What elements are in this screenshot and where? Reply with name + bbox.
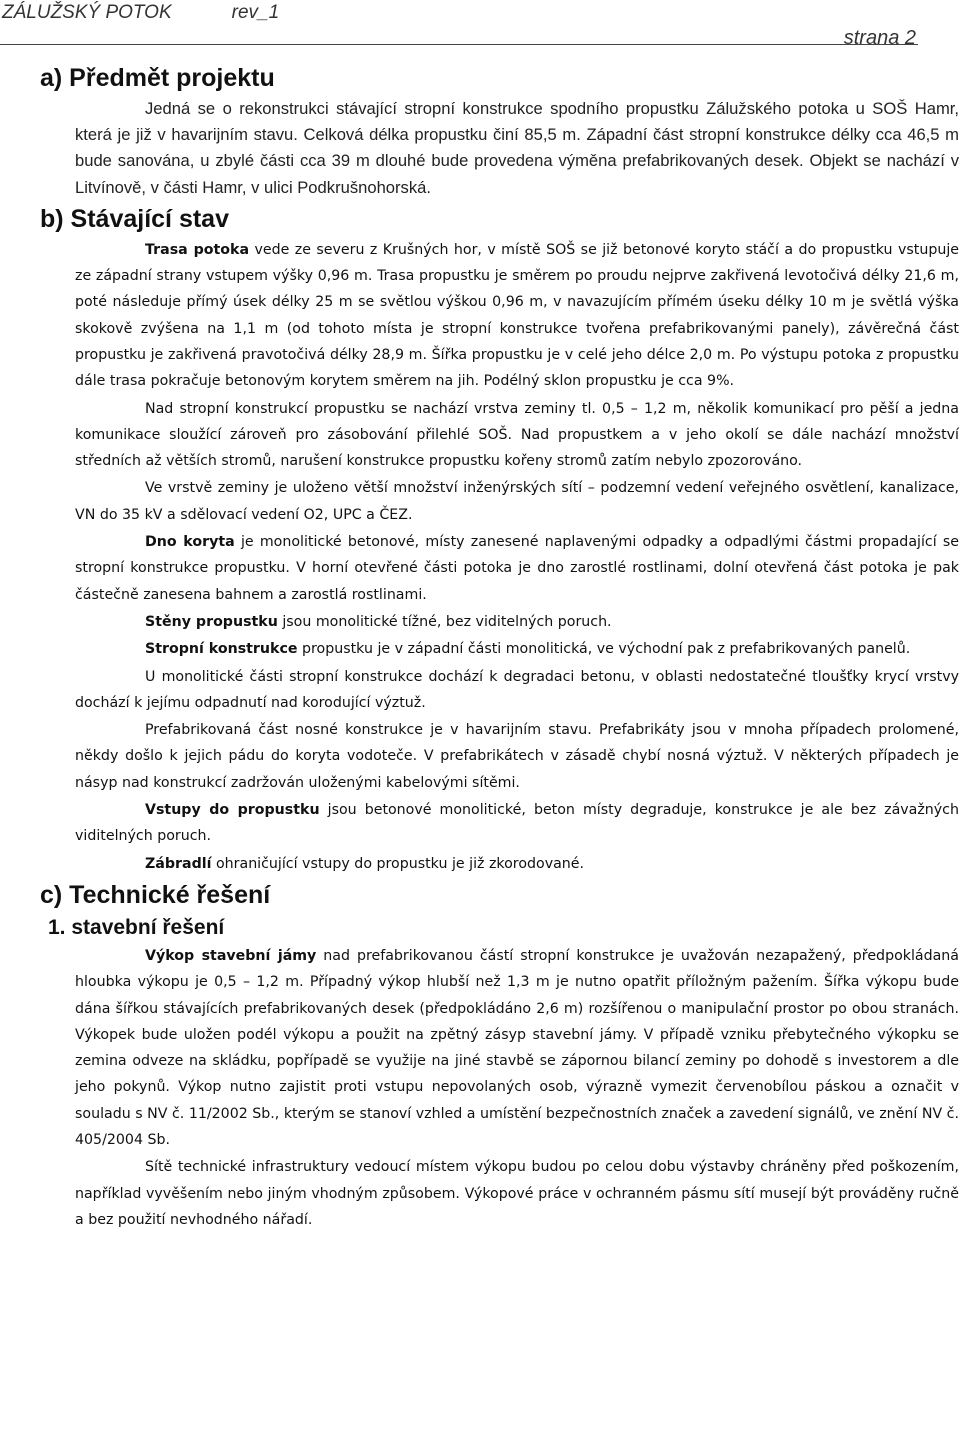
page-number: strana 2 [843,27,916,49]
term-vstupy: Vstupy do propustku [145,802,320,819]
section-c-heading: c) Technické řešení [40,880,271,909]
section-a-body [0,96,960,201]
section-a-paragraph: Jedná se o rekonstrukci stávající stropní konstrukce spodního propustku Zálužského potoka u SOŠ Hamr, která je již v havarijním stavu. Celková délka propustku činí 85,5 m. Západní část stropní konstrukce délky cca 46,5 m bude sanována, u zbylé části cca 39 m dlouhé bude provedena výměna prefabrikovaných desek. Objekt se nachází v Litvínově, v části Hamr, v ulici Podkrušnohorská. [75,99,959,197]
paragraph-site-infrastruktury: Sítě technické infrastruktury vedoucí místem výkopu budou po celou dobu výstavby chráněny před poškozením, například vyvěšením nebo jiným vhodným způsobem. Výkopové práce v ochranném pásmu sítí musejí být prováděny ručně a bez použití nevhodného nářadí. [75,1159,959,1228]
paragraph-prefabrikovana-cast: Prefabrikovaná část nosné konstrukce je v havarijním stavu. Prefabrikáty jsou v mnoha případech prolomené, někdy došlo k jejich pádu do koryta vodoteče. V prefabrikátech v zásadě chybí nosná výztuž. V některých případech je násyp nad konstrukcí zadržován uloženými kabelovými sítěmi. [75,722,959,791]
term-vykop: Výkop stavební jámy [145,947,317,964]
paragraph-text: jsou monolitické tížné, bez viditelných poruch. [277,613,612,630]
paragraph-text: nad prefabrikovanou částí stropní konstrukce je uvažován nezapažený, předpokládaná hloubka výkopu je 0,5 – 1,2 m. Případný výkop hlubší než 1,3 m je nutno opatřit příložným pažením. Šířka výkopu bude dána šířkou stávajících prefabrikovaných desek (předpokládáno 2,6 m) rozšířenou o manipulační prostor po obou stranách. Výkopek bude uložen podél výkopu a použit na zpětný zásyp stavební jámy. V případě vzniku přebytečného výkopku se zemina odveze na skládku, popřípadě se využije na jiné stavbě se zápornou bilancí zeminy po dohodě s investorem a dle jeho pokynů. Výkop nutno zajistit proti vstupu nepovolaných osob, výrazně vymezit červenobílou páskou a označit v souladu s NV č. 11/2002 Sb., kterým se stanoví vzhled a umístění bezpečnostních značek a zavedení signálů, ve znění NV č. 405/2004 Sb. [75,947,959,1149]
paragraph-trasa-potoka [75,237,959,395]
paragraph-text: vede ze severu z Krušných hor, v místě SOŠ se již betonové koryto stáčí a do propustku vstupuje ze západní strany vstupem výšky 0,96 m. Trasa propustku je směrem po proudu nejprve zakřivená levotočivá délky 21,6 m, poté následuje přímý úsek délky 25 m se světlou výškou 0,96 m, v navazujícím přímém úseku délky 10 m je světlá výška skokově zvýšena na 1,1 m (od tohoto místa je stropní konstrukce tvořena prefabrikovanými panely), závěrečná část propustku je zakřivená pravotočivá délky 28,9 m. Šířka propustku je v celé jeho délce 2,0 m. Po výstupu potoka z propustku dále trasa pokračuje betonovým korytem směrem na jih. Podélný sklon propustku je cca 9%. [75,241,959,390]
section-b-body [0,237,960,877]
term-stropni-konstrukce: Stropní konstrukce [145,641,298,658]
document-body [0,60,960,1233]
paragraph-text: je monolitické betonové, místy zanesené naplavenými odpadky a odpadlými částmi propadající se stropní konstrukce propustku. V horní otevřené části potoka je dno zarostlé rostlinami, dolní otevřená část potoka je pak částečně zanesena bahnem a zarostlá rostlinami. [75,534,959,603]
paragraph-zabradli [75,851,959,877]
paragraph-vykop [75,943,959,1153]
section-b-heading: b) Stávající stav [40,204,229,233]
page-header [0,0,960,49]
paragraph-monoliticka-cast: U monolitické části stropní konstrukce dochází k degradaci betonu, v oblasti nedostatečné tloušťky krycí vrstvy dochází k jejímu odpadnutí nad korodující výztuž. [75,668,959,711]
paragraph-dno-koryta [75,529,959,608]
paragraph-site: Ve vrstvě zeminy je uloženo větší množství inženýrských sítí – podzemní vedení veřejného osvětlení, kanalizace, VN do 35 kV a sdělovací vedení O2, UPC a ČEZ. [75,480,959,523]
term-zabradli: Zábradlí [145,855,212,872]
paragraph-text: ohraničující vstupy do propustku je již zkorodované. [211,855,585,872]
header-left [2,2,279,24]
revision-label: rev_1 [231,2,280,23]
paragraph-vstupy [75,797,959,850]
paragraph-text: jsou betonové monolitické, beton místy degraduje, konstrukce je ale bez závažných viditelných poruch. [75,802,959,845]
header-divider [0,44,918,45]
subsection-1-body [0,943,960,1233]
subsection-1-heading: 1. stavební řešení [48,915,225,939]
project-name: ZÁLUŽSKÝ POTOK [2,2,172,23]
paragraph-steny [75,609,959,635]
paragraph-text: propustku je v západní části monolitická, ve východní pak z prefabrikovaných panelů. [297,641,911,658]
term-dno-koryta: Dno koryta [145,534,235,551]
paragraph-zemina: Nad stropní konstrukcí propustku se nachází vrstva zeminy tl. 0,5 – 1,2 m, několik komunikací pro pěší a jedna komunikace sloužící zároveň pro zásobování přilehlé SOŠ. Nad propustkem a v jeho okolí se dále nachází množství středních až větších stromů, narušení konstrukce propustku kořeny stromů zatím nebylo zpozorováno. [75,400,959,470]
term-steny: Stěny propustku [145,613,278,630]
paragraph-stropni-konstrukce [75,636,959,662]
term-trasa-potoka: Trasa potoka [145,241,250,258]
section-a-heading: a) Předmět projektu [40,64,275,92]
